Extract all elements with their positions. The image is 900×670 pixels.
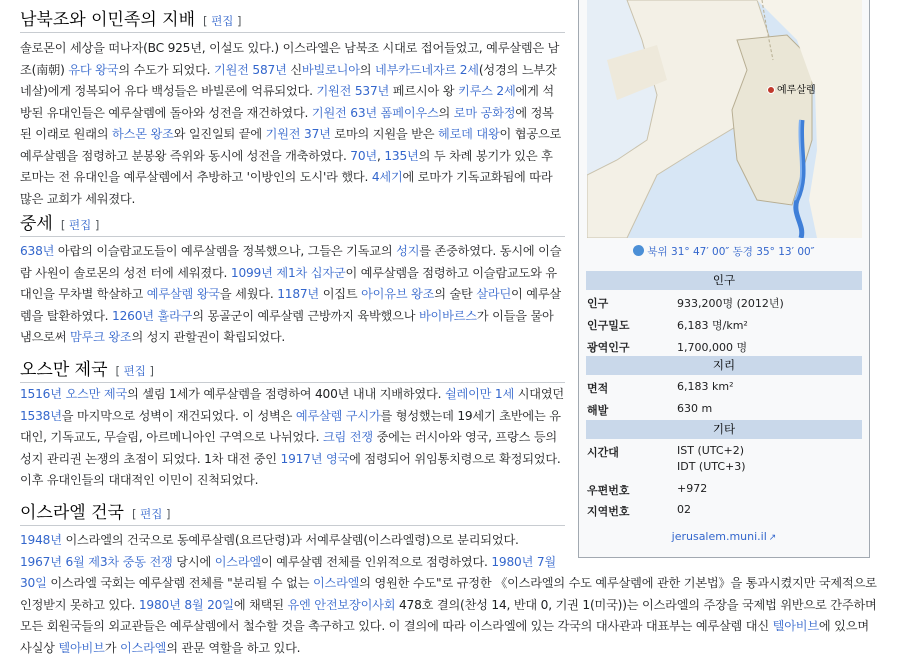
text-run: 이스라엘의 건국으로 동예루살렘(요르단령)과 서예루살렘(이스라엘령)으로 분리되었다.: [61, 533, 519, 547]
edit-link-wrap: [ 편집 ]: [115, 364, 155, 378]
text-run: 에 로마가 기독교화됨에 따라 많은 교회가 세워졌다.: [20, 170, 553, 206]
section-heading: [20, 212, 565, 237]
text-run: 신: [286, 62, 302, 77]
edit-link-wrap: [ 편집 ]: [60, 218, 100, 232]
wiki-link[interactable]: 예루살렘 구시가: [295, 408, 381, 423]
text-run: 에 채택된: [233, 597, 288, 612]
row-key-density[interactable]: 인구밀도: [587, 319, 630, 332]
text-run: 로마의 지원을 받은: [330, 127, 438, 141]
wiki-link[interactable]: 영국: [326, 451, 350, 466]
text-run: 이스라엘 국회는 예루살렘 전체를 "분리될 수 없는: [46, 576, 313, 590]
wiki-link[interactable]: 살라딘: [476, 287, 512, 301]
row-value-metro: 1,700,000 명: [677, 341, 748, 354]
text-run: 이 예루살렘을 탈환하였다.: [20, 287, 561, 323]
row-key-timezone[interactable]: 시간대: [587, 446, 619, 459]
heading-rule: [20, 236, 565, 237]
section-ottoman: [20, 358, 565, 383]
wiki-link[interactable]: 기원전 537년: [316, 84, 390, 98]
map-graphic: [587, 0, 862, 238]
heading-text: 중세: [20, 214, 53, 234]
text-run: 아랍의 이슬람교도들이 예루살렘을 정복했으나, 그들은 기독교의: [54, 244, 397, 258]
text-run: 에게 석방된 유대인들은 예루살렘에 돌아와 성전을 재건하였다.: [20, 84, 554, 120]
paragraph: [20, 384, 565, 492]
globe-icon: [633, 245, 644, 256]
wiki-link[interactable]: 4세기: [371, 170, 403, 184]
edit-link-wrap: [ 편집 ]: [203, 14, 242, 28]
wiki-link[interactable]: 70년: [350, 148, 377, 163]
wiki-link[interactable]: 폼페이우스: [380, 105, 439, 120]
text-run: 이 협공으로 예루살렘을 점령하고 분봉왕 즉위와 동시에 성전을 개축하였다.: [20, 127, 562, 163]
coordinates[interactable]: [579, 244, 869, 259]
wiki-link[interactable]: 1948년: [20, 533, 62, 547]
group-header-population: 인구: [586, 271, 862, 290]
location-map[interactable]: [587, 0, 862, 238]
wiki-link[interactable]: 이스라엘: [214, 554, 261, 569]
wiki-link[interactable]: 텔아비브: [58, 640, 105, 655]
text-run: 의: [359, 62, 376, 77]
text-run: 의 두 차례 봉기가 있은 후 로마는 전 유대인을 예루살렘에서 추방하고 '이방인의 도시'라 했다.: [20, 148, 553, 184]
wiki-link[interactable]: 1516년: [20, 387, 62, 401]
website-link[interactable]: [579, 530, 869, 543]
text-run: 이집트: [319, 287, 362, 301]
website-text[interactable]: jerusalem.muni.il: [671, 530, 767, 543]
wiki-link[interactable]: 1980년 7월 30일: [20, 554, 556, 590]
row-key-metro: 광역인구: [587, 341, 630, 354]
wiki-link[interactable]: 키루스 2세: [458, 84, 516, 98]
row-value-postal: +972: [677, 482, 708, 495]
wiki-link[interactable]: 1917년: [280, 451, 323, 466]
edit-link-wrap: [ 편집 ]: [131, 507, 171, 521]
wiki-link[interactable]: 1538년: [20, 408, 62, 423]
wiki-link[interactable]: 이스라엘: [312, 576, 360, 590]
coordinates-text[interactable]: 북위 31° 47′ 00″ 동경 35° 13′ 00″: [647, 246, 815, 258]
text-run: 를 형성했는데 19세기 초반에는 유대인, 기독교도, 무슬림, 아르메니아인 구역으로 나뉘었다.: [20, 408, 561, 444]
wiki-link[interactable]: 1187년: [277, 287, 320, 301]
infobox: [578, 0, 870, 558]
text-run: 의 성지 관할권이 확립되었다.: [131, 330, 286, 344]
text-run: 의 관문 역할을 하고 있다.: [166, 640, 301, 655]
wiki-link[interactable]: 성지: [396, 244, 420, 258]
paragraph: [20, 38, 565, 210]
heading-text: 이스라엘 건국: [20, 503, 124, 523]
wiki-link[interactable]: 예루살렘 왕국: [146, 287, 220, 301]
text-run: 의 수도가 되었다.: [118, 62, 215, 77]
row-value-elevation: 630 m: [677, 402, 713, 415]
row-key-area[interactable]: 면적: [587, 382, 609, 395]
wiki-link[interactable]: 아이유브 왕조: [361, 287, 435, 301]
row-value-density: 6,183 명/km²: [677, 319, 748, 332]
text-run: 이 예루살렘 전체를 인위적으로 점령하였다.: [261, 554, 492, 569]
text-run: 을 마지막으로 성벽이 재건되었다. 이 성벽은: [61, 408, 296, 423]
text-run: 의: [438, 105, 454, 120]
map-marker: [768, 87, 775, 94]
row-value-timezone-dst: IDT (UTC+3): [677, 460, 746, 473]
wiki-link[interactable]: 135년: [384, 148, 419, 163]
section-north-south: [20, 8, 565, 33]
wiki-link[interactable]: 네부카드네자르 2세: [375, 62, 479, 77]
text-run: 에 있으며 사실상: [20, 619, 869, 655]
heading-text: 오스만 제국: [20, 360, 108, 380]
text-run: 이 예루살렘을 점령하고 이슬람교도와 유대인을 무차별 학살하고: [20, 265, 557, 301]
text-run: 의 셀림 1세가 예루살렘을 점령하여 400년 내내 지배하였다.: [127, 387, 445, 401]
edit-link[interactable]: 편집: [140, 507, 163, 521]
text-run: 을 세웠다.: [219, 287, 278, 301]
edit-link[interactable]: 편집: [123, 364, 146, 378]
text-run: 를 존중하였다. 동시에 이슬람 사원이 솔로몬의 성전 터에 세워졌다.: [20, 244, 562, 280]
text-run: 478호 결의(찬성 14, 반대 0, 기권 1(미국))는 이스라엘의 주장을 국제법 위반으로 간주하며 모든 회원국들의 외교관들은 예루살렘에서 철수할 것을 촉구하고 있다. 이 결의에 따라 이스라엘에 있는 각국의 대사관과 대표부는 예루살렘 대신: [20, 597, 877, 633]
wiki-link[interactable]: 1099년: [230, 265, 273, 280]
wiki-link[interactable]: 기원전 63년: [311, 105, 377, 120]
external-link-icon: ↗: [768, 533, 777, 543]
text-run: 당시에: [172, 554, 215, 569]
paragraph-middle-ages: [20, 241, 565, 349]
row-key-elevation[interactable]: 해발: [587, 404, 609, 417]
section-heading: [20, 8, 565, 33]
paragraph: [20, 241, 565, 349]
section-heading: [20, 501, 565, 526]
wiki-link[interactable]: 1260년: [112, 308, 154, 323]
row-value-population: 933,200명 (2012년): [677, 297, 784, 310]
text-run: 가 이들을 물아냄으로써: [20, 308, 554, 344]
wiki-link[interactable]: 제1차 십자군: [276, 265, 346, 280]
wiki-link[interactable]: 텔아비브: [772, 619, 819, 633]
paragraph-north-south: [20, 38, 565, 210]
wiki-link[interactable]: 헤로데 대왕: [438, 127, 500, 141]
wiki-link[interactable]: 유엔 안전보장이사회: [287, 597, 396, 612]
wiki-link[interactable]: 1967년 6월: [20, 554, 85, 569]
wiki-link[interactable]: 맘루크 왕조: [69, 330, 132, 344]
text-run: 와 일진일퇴 끝에: [173, 127, 266, 141]
row-key-postal[interactable]: 우편번호: [587, 484, 630, 497]
text-run: 의 영원한 수도"로 규정한 《이스라엘의 수도 예루살렘에 관한 기본법》을 통과시켰지만 국제적으로 인정받지 못하고 있다.: [20, 576, 877, 612]
wiki-link[interactable]: 바빌로니아: [301, 62, 360, 77]
heading-text: 남북조와 이민족의 지배: [20, 10, 196, 30]
row-value-area: 6,183 km²: [677, 380, 734, 393]
heading-rule: [20, 32, 565, 33]
paragraph-ottoman: [20, 384, 565, 492]
map-label: 예루살렘: [777, 85, 816, 96]
row-key-area-code: 지역번호: [587, 505, 630, 518]
text-run: 에 정복된 이래로 원래의: [20, 105, 554, 141]
heading-rule: [20, 382, 565, 383]
text-run: (성경의 느부갓네살)에게 정복되어 유다 백성들은 바빌론에 억류되었다.: [20, 62, 557, 98]
edit-link[interactable]: 편집: [69, 218, 92, 232]
section-heading: [20, 358, 565, 383]
row-key-population: 인구: [587, 297, 609, 310]
wiki-link[interactable]: 제3차 중동 전쟁: [88, 554, 173, 569]
wiki-link[interactable]: 쉴레이만 1세: [444, 387, 515, 401]
wiki-link[interactable]: 이스라엘: [119, 640, 167, 655]
wiki-link[interactable]: 크림 전쟁: [322, 430, 373, 444]
wiki-link[interactable]: 바이바르스: [418, 308, 477, 323]
row-value-timezone: IST (UTC+2): [677, 444, 745, 457]
text-run: 중에는 러시아와 영국, 프랑스 등의 성지 관리권 논쟁의 초점이 되었다. 1차 대전 중인: [20, 430, 557, 466]
wiki-link[interactable]: 훌라구: [157, 308, 193, 323]
text-run: 에 점령되어 위임통치령으로 확정되었다. 이후 유대인들의 대대적인 이민이 진척되었다.: [20, 451, 561, 487]
wiki-link[interactable]: 1980년 8월 20일: [138, 597, 234, 612]
wiki-link[interactable]: 638년: [20, 244, 55, 258]
wiki-link[interactable]: 오스만 제국: [65, 387, 128, 401]
wiki-link[interactable]: 기원전 37년: [265, 127, 331, 141]
group-header-geography: 지리: [586, 356, 862, 375]
wiki-link[interactable]: 유다 왕국: [68, 62, 119, 77]
edit-link[interactable]: 편집: [211, 14, 234, 28]
wiki-link[interactable]: 로마 공화정: [453, 105, 516, 120]
text-run: 의 몽골군이 예루살렘 근방까지 육박했으나: [192, 308, 419, 323]
row-value-area-code: 02: [677, 503, 691, 516]
group-header-other: 기타: [586, 420, 862, 439]
text-run: 페르시아 왕: [389, 84, 458, 98]
text-run: 의 술탄: [434, 287, 477, 301]
text-run: 솔로몬이 세상을 떠나자(BC 925년, 이설도 있다.) 이스라엘은 남북조 시대로 접어들었고, 예루살렘은 남조(南朝): [20, 41, 560, 77]
wiki-link[interactable]: 기원전 587년: [214, 62, 287, 77]
wiki-link[interactable]: 하스몬 왕조: [112, 127, 174, 141]
section-middle-ages: [20, 212, 565, 237]
text-run: 가: [104, 640, 120, 655]
text-run: 시대였던: [514, 387, 564, 401]
heading-rule: [20, 525, 565, 526]
text-run: ,: [376, 148, 385, 163]
section-israel: [20, 501, 565, 526]
